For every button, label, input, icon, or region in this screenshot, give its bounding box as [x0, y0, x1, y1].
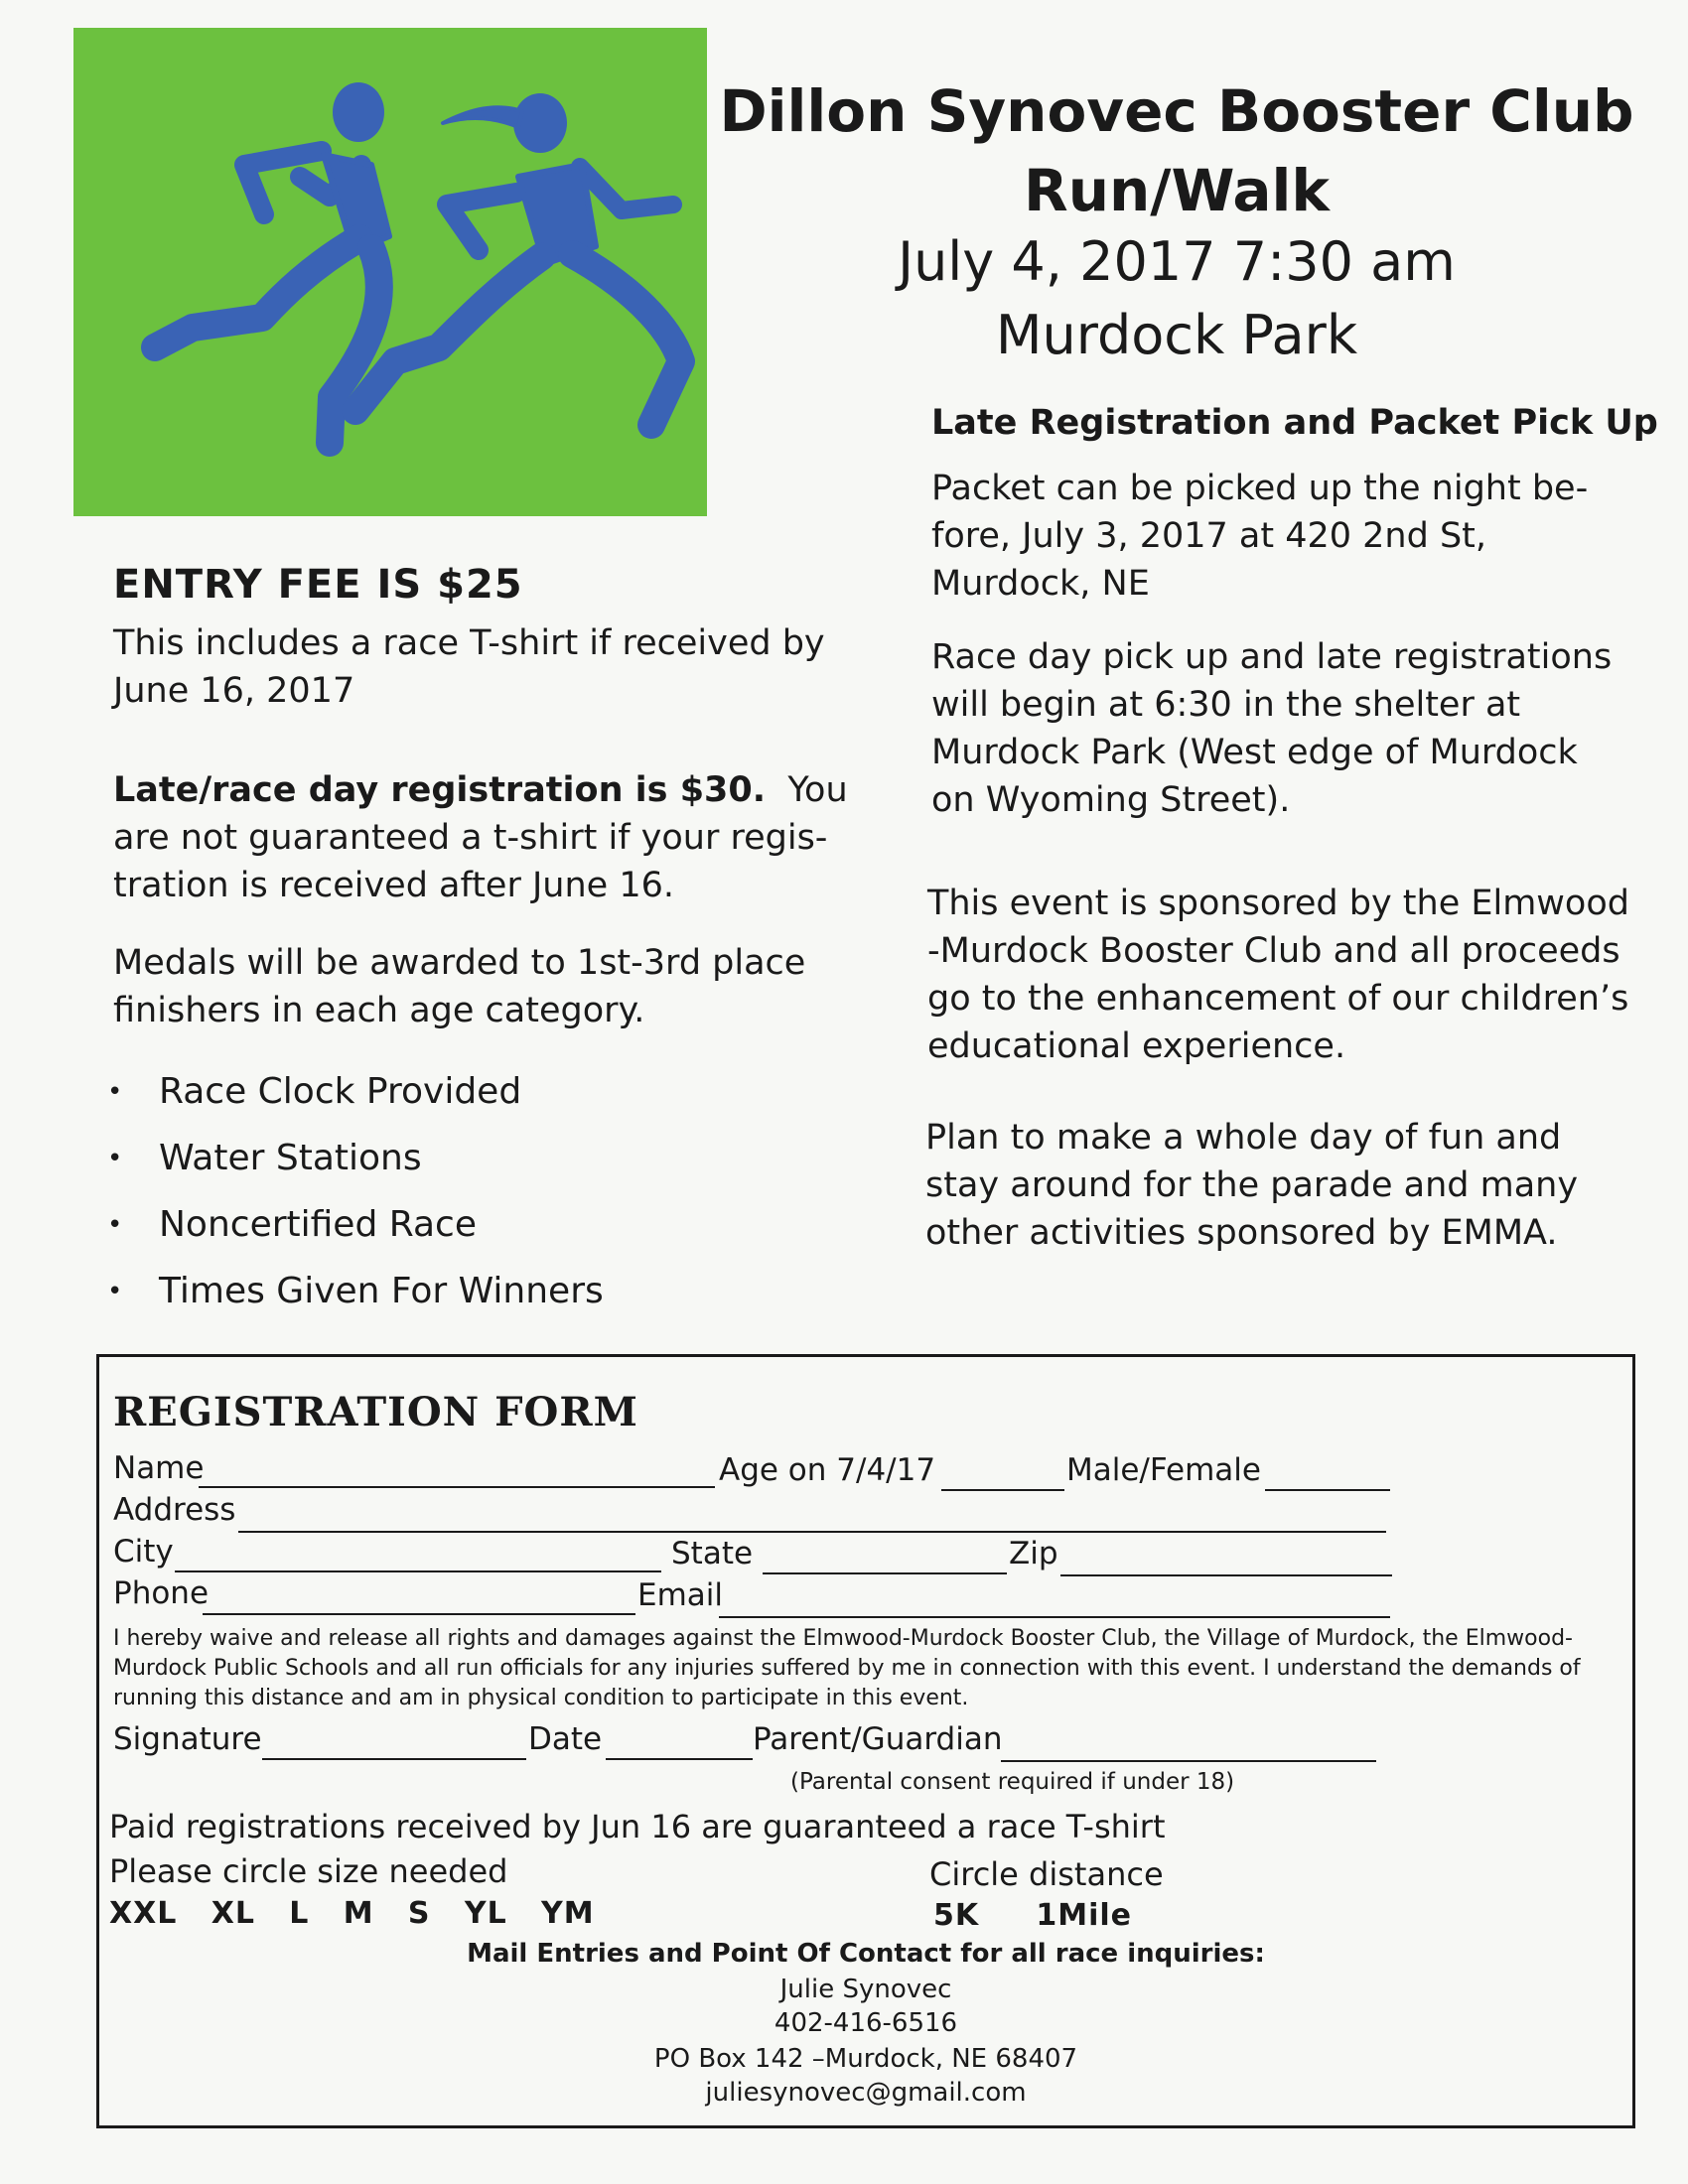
event-subtitle: Run/Walk — [1024, 157, 1330, 224]
packet-line: Murdock, NE — [931, 564, 1150, 604]
date-field[interactable] — [606, 1758, 753, 1760]
entry-fee-heading: ENTRY FEE IS $25 — [113, 562, 523, 608]
packet-paragraph — [931, 465, 1588, 608]
list-item: • Water Stations — [107, 1133, 604, 1199]
name-label: Name — [113, 1450, 205, 1486]
email-label: Email — [637, 1577, 724, 1613]
fee-desc-line: June 16, 2017 — [113, 671, 355, 711]
packet-line: Packet can be picked up the night be- — [931, 469, 1589, 508]
signature-label: Signature — [113, 1721, 262, 1757]
age-field[interactable] — [941, 1489, 1064, 1491]
phone-field[interactable] — [203, 1613, 635, 1615]
zip-field[interactable] — [1060, 1574, 1392, 1576]
tshirt-note: Paid registrations received by Jun 16 are guaranteed a race T-shirt — [109, 1808, 1166, 1845]
event-title: Dillon Synovec Booster Club — [719, 77, 1634, 145]
address-label: Address — [113, 1492, 236, 1528]
medals-line: Medals will be awarded to 1st-3rd place — [113, 943, 806, 983]
plan-line: other activities sponsored by EMMA. — [925, 1213, 1558, 1253]
late-fee-line: are not guaranteed a t-shirt if your regis- — [113, 818, 828, 858]
fee-description — [113, 619, 825, 715]
late-fee-bold: Late/race day registration is $30. — [113, 770, 767, 810]
raceday-line: will begin at 6:30 in the shelter at — [931, 685, 1521, 725]
zip-label: Zip — [1009, 1536, 1058, 1571]
medals-line: finishers in each age category. — [113, 991, 645, 1030]
sponsor-line: educational experience. — [927, 1026, 1346, 1066]
signature-field[interactable] — [262, 1758, 526, 1760]
guardian-field[interactable] — [1001, 1760, 1376, 1762]
email-field[interactable] — [719, 1616, 1390, 1618]
distance-options[interactable]: 5K 1Mile — [933, 1898, 1132, 1933]
plan-line: stay around for the parade and many — [925, 1165, 1579, 1205]
event-location: Murdock Park — [995, 304, 1358, 366]
waiver-text: I hereby waive and release all rights and damages against the Elmwood-Murdock Booster Club, the Village of Murdock, the Elmwood-Murdock Public Schools and all run officials for any injuries suffered by me in connection with this event. I understand the demands of running this distance and am in physical condition to participate in this event. — [113, 1626, 1581, 1710]
plan-line: Plan to make a whole day of fun and — [925, 1118, 1562, 1158]
raceday-paragraph — [931, 633, 1612, 824]
contact-name: Julie Synovec — [779, 1975, 952, 2004]
state-field[interactable] — [763, 1572, 1007, 1574]
packet-line: fore, July 3, 2017 at 420 2nd St, — [931, 516, 1487, 556]
features-list — [107, 1066, 604, 1332]
late-fee-rest: You — [766, 770, 848, 810]
size-prompt: Please circle size needed — [109, 1852, 508, 1890]
runners-logo — [73, 28, 707, 516]
running-figures-icon — [73, 28, 707, 516]
registration-form — [96, 1354, 1635, 2128]
late-fee-paragraph — [113, 766, 848, 909]
registration-form-title: REGISTRATION FORM — [113, 1389, 638, 1435]
distance-prompt: Circle distance — [929, 1855, 1164, 1893]
event-date-time: July 4, 2017 7:30 am — [898, 230, 1456, 293]
raceday-line: on Wyoming Street). — [931, 780, 1291, 820]
fee-desc-line: This includes a race T-shirt if received by — [113, 623, 825, 663]
sponsor-paragraph — [927, 880, 1629, 1070]
plan-paragraph — [925, 1114, 1578, 1257]
state-label: State — [671, 1536, 754, 1571]
medals-paragraph — [113, 939, 805, 1034]
address-field[interactable] — [238, 1531, 1386, 1533]
guardian-label: Parent/Guardian — [753, 1721, 1003, 1757]
contact-email: juliesynovec@gmail.com — [705, 2078, 1027, 2108]
pickup-heading: Late Registration and Packet Pick Up — [931, 403, 1658, 443]
raceday-line: Race day pick up and late registrations — [931, 637, 1613, 677]
age-label: Age on 7/4/17 — [719, 1452, 936, 1488]
sex-field[interactable] — [1265, 1489, 1390, 1491]
raceday-line: Murdock Park (West edge of Murdock — [931, 733, 1578, 772]
list-item: • Noncertified Race — [107, 1199, 604, 1266]
phone-label: Phone — [113, 1575, 210, 1611]
city-label: City — [113, 1534, 174, 1570]
contact-phone: 402-416-6516 — [774, 2008, 958, 2038]
sponsor-line: This event is sponsored by the Elmwood — [927, 884, 1629, 923]
city-field[interactable] — [175, 1570, 661, 1572]
late-fee-line — [113, 766, 848, 814]
consent-note: (Parental consent required if under 18) — [790, 1769, 1235, 1795]
contact-address: PO Box 142 –Murdock, NE 68407 — [653, 2044, 1078, 2074]
contact-heading: Mail Entries and Point Of Contact for all race inquiries: — [467, 1939, 1265, 1969]
sex-label: Male/Female — [1066, 1452, 1261, 1488]
late-fee-line: tration is received after June 16. — [113, 866, 674, 905]
list-item: • Race Clock Provided — [107, 1066, 604, 1133]
sponsor-line: -Murdock Booster Club and all proceeds — [927, 931, 1620, 971]
name-field[interactable] — [199, 1486, 715, 1488]
sponsor-line: go to the enhancement of our children’s — [927, 979, 1629, 1019]
date-label: Date — [528, 1721, 603, 1757]
list-item: • Times Given For Winners — [107, 1266, 604, 1332]
tshirt-size-options[interactable]: XXL XL L M S YL YM — [109, 1896, 595, 1931]
